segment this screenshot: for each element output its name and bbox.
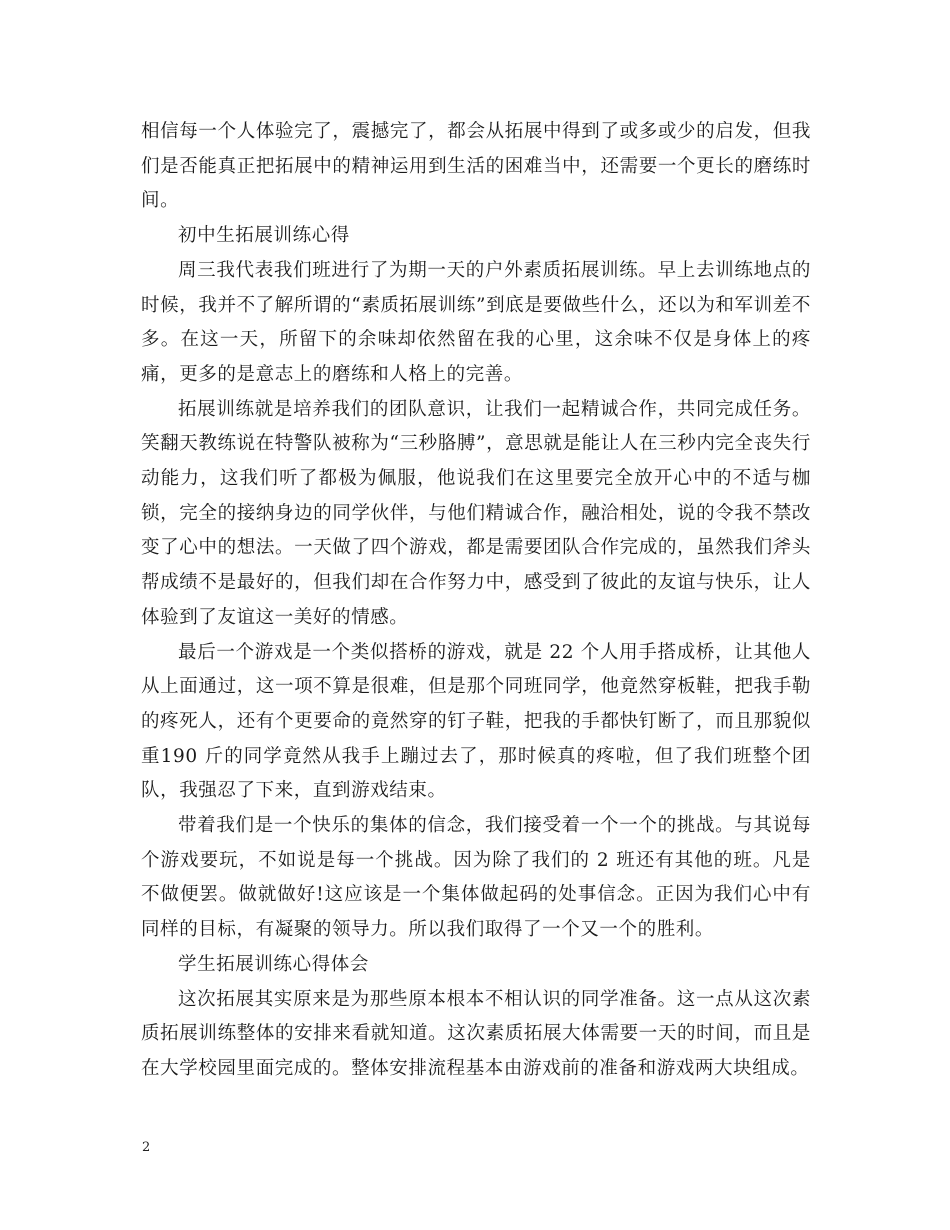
section-heading-1: 初中生拓展训练心得 xyxy=(178,225,350,247)
paragraph-2: 周三我代表我们班进行了为期一天的户外素质拓展训练。早上去训练地点的时候，我并不了解所谓的“素质拓展训练”到底是要做些什么，还以为和军训差不多。在这一天，所留下的余味却依然留在我的心里，这余味不仅是身体上的疼痛，更多的是意志上的磨练和人格上的完善。 xyxy=(141,259,811,385)
document-body xyxy=(141,115,811,1087)
paragraph-4: 最后一个游戏是一个类似搭桥的游戏，就是 22 个人用手搭成桥，让其他人从上面通过，这一项不算是很难，但是那个同班同学，他竟然穿板鞋，把我手勒的疼死人，还有个更要命的竟然穿的钉子鞋，把我的手都快钉断了，而且那貌似重190 斤的同学竟然从我手上蹦过去了，那时候真的疼啦，但了我们班整个团队，我强忍了下来，直到游戏结束。 xyxy=(141,641,811,802)
paragraph-5: 带着我们是一个快乐的集体的信念，我们接受着一个一个的挑战。与其说每个游戏要玩，不如说是每一个挑战。因为除了我们的 2 班还有其他的班。凡是不做便罢。做就做好!这应该是一个集体做起码的处事信念。正因为我们心中有同样的目标，有凝聚的领导力。所以我们取得了一个又一个的胜利。 xyxy=(141,815,811,941)
paragraph-6: 这次拓展其实原来是为那些原本根本不相认识的同学准备。这一点从这次素质拓展训练整体的安排来看就知道。这次素质拓展大体需要一天的时间，而且是在大学校园里面完成的。整体安排流程基本由游戏前的准备和游戏两大块组成。 xyxy=(141,988,811,1079)
section-heading-2: 学生拓展训练心得体会 xyxy=(178,953,370,975)
paragraph-3: 拓展训练就是培养我们的团队意识，让我们一起精诚合作，共同完成任务。笑翻天教练说在特警队被称为“三秒胳膊”，意思就是能让人在三秒内完全丧失行动能力，这我们听了都极为佩服，他说我们在这里要完全放开心中的不适与枷锁，完全的接纳身边的同学伙伴，与他们精诚合作，融洽相处，说的令我不禁改变了心中的想法。一天做了四个游戏，都是需要团队合作完成的，虽然我们斧头帮成绩不是最好的，但我们却在合作努力中，感受到了彼此的友谊与快乐，让人体验到了友谊这一美好的情感。 xyxy=(141,398,811,628)
paragraph-1: 相信每一个人体验完了，震撼完了，都会从拓展中得到了或多或少的启发，但我们是否能真正把拓展中的精神运用到生活的困难当中，还需要一个更长的磨练时间。 xyxy=(141,121,811,212)
page-number: 2 xyxy=(142,1140,151,1155)
